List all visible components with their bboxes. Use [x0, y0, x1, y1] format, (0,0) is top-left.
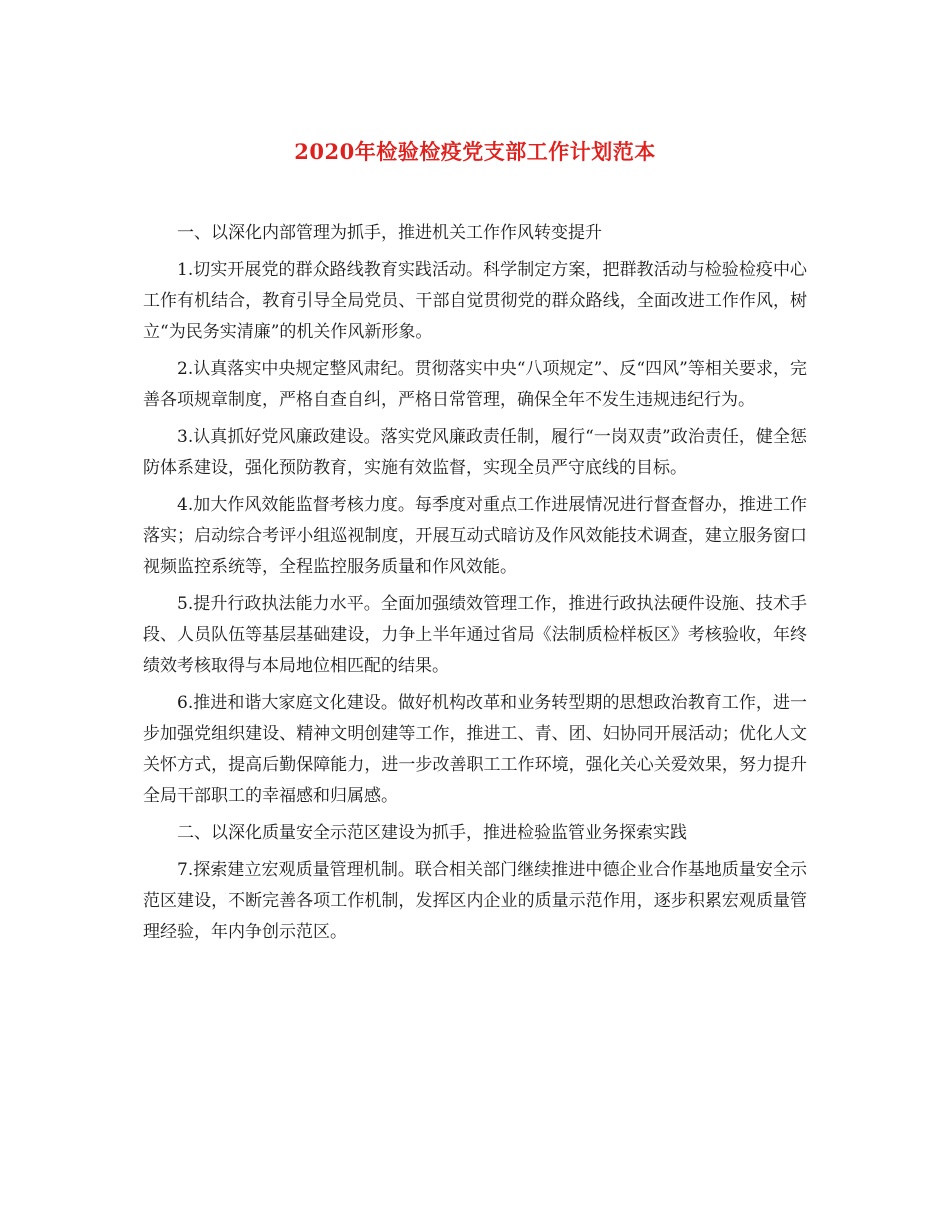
paragraph-item-4: 4.加大作风效能监督考核力度。每季度对重点工作进展情况进行督查督办，推进工作落实；启动综合考评小组巡视制度，开展互动式暗访及作风效能技术调查，建立服务窗口视频监控系统等，全程监控服务质量和作风效能。	[143, 495, 807, 577]
paragraph-item-5: 5.提升行政执法能力水平。全面加强绩效管理工作，推进行政执法硬件设施、技术手段、人员队伍等基层基础建设，力争上半年通过省局《法制质检样板区》考核验收，年终绩效考核取得与本局地位相匹配的结果。	[143, 594, 807, 676]
paragraph-item-6: 6.推进和谐大家庭文化建设。做好机构改革和业务转型期的思想政治教育工作，进一步加强党组织建设、精神文明创建等工作，推进工、青、团、妇协同开展活动；优化人文关怀方式，提高后勤保障能力，进一步改善职工工作环境，强化关心关爱效果，努力提升全局干部职工的幸福感和归属感。	[143, 693, 807, 806]
section-heading-2: 二、以深化质量安全示范区建设为抓手，推进检验监管业务探索实践	[177, 823, 687, 843]
document-body	[143, 218, 807, 954]
paragraph-item-3: 3.认真抓好党风廉政建设。落实党风廉政责任制，履行“一岗双责”政治责任，健全惩防体系建设，强化预防教育，实施有效监督，实现全员严守底线的目标。	[143, 427, 807, 478]
section-heading-1: 一、以深化内部管理为抓手，推进机关工作作风转变提升	[177, 223, 602, 243]
paragraph-item-7: 7.探索建立宏观质量管理机制。联合相关部门继续推进中德企业合作基地质量安全示范区建设，不断完善各项工作机制，发挥区内企业的质量示范作用，逐步积累宏观质量管理经验，年内争创示范区。	[143, 860, 807, 942]
document-title: 2020年检验检疫党支部工作计划范本	[294, 139, 656, 164]
paragraph-item-2: 2.认真落实中央规定整风肃纪。贯彻落实中央“八项规定”、反“四风”等相关要求，完善各项规章制度，严格自查自纠，严格日常管理，确保全年不发生违规违纪行为。	[143, 359, 807, 410]
paragraph-item-1: 1.切实开展党的群众路线教育实践活动。科学制定方案，把群教活动与检验检疫中心工作有机结合，教育引导全局党员、干部自觉贯彻党的群众路线，全面改进工作作风，树立“为民务实清廉”的机关作风新形象。	[143, 260, 807, 342]
